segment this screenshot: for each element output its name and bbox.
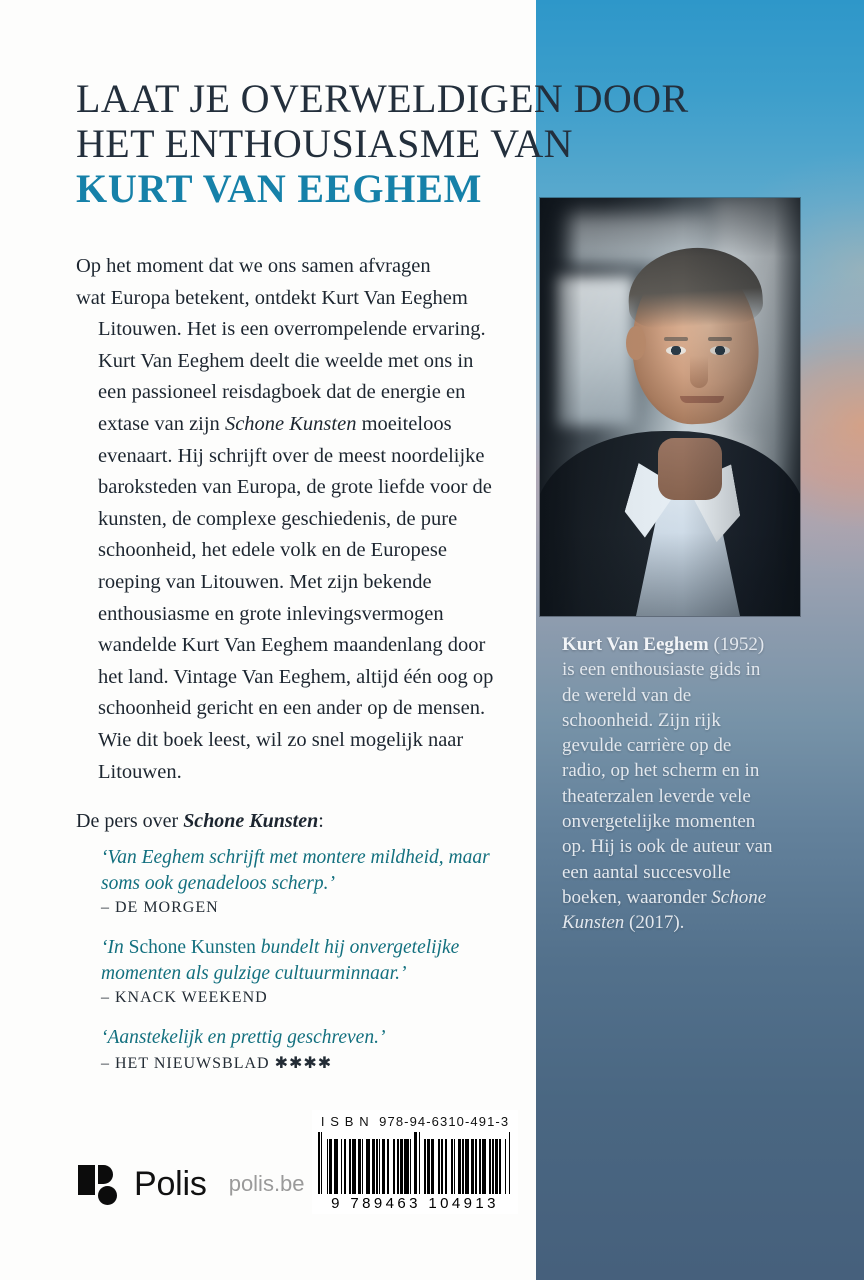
quote-text-pre: ‘In (101, 937, 129, 958)
press-quotes (101, 845, 521, 1091)
blurb-first-line: Op het moment dat we ons samen afvragen (76, 255, 431, 277)
quote-text-post: bundelt hij onvergetelijke momenten als gulzige cultuurminnaar.’ (101, 937, 460, 984)
blurb-book-title: Schone Kunsten (224, 412, 357, 435)
quote-text: ‘Van Eeghem schrijft met montere mildheid, maar soms ook genadeloos scherp.’ (101, 847, 490, 894)
blurb-text (76, 251, 506, 788)
publisher-block (78, 1163, 305, 1205)
publisher-name: Polis (134, 1165, 207, 1203)
press-heading (76, 810, 324, 833)
press-heading-prefix: De pers over (76, 810, 184, 832)
logo-half-disc-shape (98, 1165, 113, 1184)
isbn-number: 978-94-6310-491-3 (379, 1114, 510, 1129)
author-bio-name: Kurt Van Eeghem (562, 634, 709, 655)
press-heading-title: Schone Kunsten (183, 810, 319, 832)
quote-source: – DE MORGEN (101, 899, 219, 916)
quote-text-booktitle: Schone Kunsten (128, 937, 256, 958)
isbn-label-and-number (318, 1114, 512, 1129)
barcode (318, 1132, 512, 1194)
isbn-barcode-block (312, 1110, 518, 1214)
logo-rect-shape (78, 1165, 95, 1195)
press-heading-suffix: : (318, 810, 324, 832)
quote-text: ‘Aanstekelijk en prettig geschreven.’ (101, 1027, 386, 1048)
author-bio-book-title: Schone Kunsten (562, 886, 767, 934)
isbn-label: I S B N (320, 1114, 370, 1129)
publisher-website: polis.be (228, 1171, 305, 1196)
polis-logo-icon (78, 1163, 120, 1205)
author-photo (540, 198, 800, 616)
title-line-1: LAAT JE OVERWELDIGEN DOOR (76, 76, 689, 121)
title-line-2: HET ENTHOUSIASME VAN (76, 121, 573, 166)
author-bio-part2: (2017). (624, 912, 685, 934)
barcode-bar (510, 1132, 511, 1194)
quote-source: – HET NIEUWSBLAD ✱✱✱✱ (101, 1055, 333, 1072)
title-author-name: KURT VAN EEGHEM (76, 166, 483, 211)
press-quote-3 (101, 1025, 521, 1073)
press-quote-1 (101, 845, 521, 917)
photo-vignette (540, 198, 800, 616)
quote-text (101, 935, 521, 987)
ean-digits: 9 789463 104913 (331, 1195, 499, 1212)
author-bio (562, 632, 777, 936)
quote-source: – KNACK WEEKEND (101, 989, 268, 1006)
press-quote-2 (101, 935, 521, 1007)
author-bio-part1: (1952) is een enthousiaste gids in de wereld van de schoonheid. Zijn rijk gevulde carrière op de radio, op het scherm en in theaterzalen leverde vele onvergetelijke momenten op. Hij is ook de auteur van een aantal succesvolle boeken, waaronder (562, 634, 773, 908)
cover-title (76, 76, 776, 211)
blurb-body: wat Europa betekent, ontdekt Kurt Van Eeghem Litouwen. Het is een overrompelende ervaring. Kurt Van Eeghem deelt die weelde met ons in een passioneel reisdagboek dat de energie en extase van zijn Schone Kunsten moeiteloos evenaart. Hij schrijft over de meest noordelijke baroksteden van Europa, de grote liefde voor de kunsten, de complexe geschiedenis, de pure schoonheid, het edele volk en de Europese roeping van Litouwen. Met zijn bekende enthousiasme en grote inlevingsvermogen wandelde Kurt Van Eeghem maandenlang door het land. Vintage Van Eeghem, altijd één oog op schoonheid gericht en een ander op de mensen. Wie dit boek leest, wil zo snel mogelijk naar Litouwen. (76, 286, 494, 783)
logo-circle-shape (98, 1186, 117, 1205)
